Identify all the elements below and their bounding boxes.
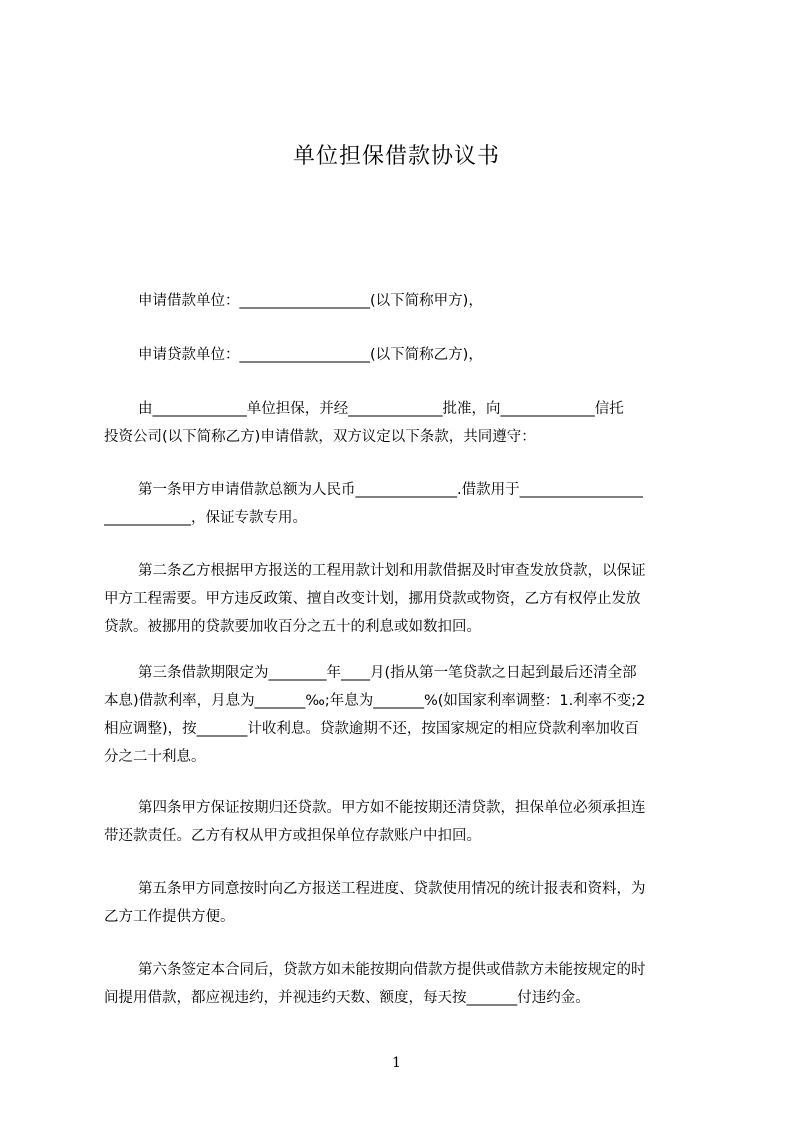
paragraph-line: 分之二十利息。 (104, 749, 206, 765)
paragraph-line: 甲方工程需要。甲方违反政策、擅自改变计划，挪用贷款或物资，乙方有权停止发放 (104, 591, 641, 607)
article-4 (104, 794, 700, 850)
paragraph-text: 第六条签定本合同后，贷款方如未能按期向借款方提供或借款方未能按规定的时 (138, 962, 646, 978)
paragraph-lender (104, 341, 700, 369)
paragraph-text: 由_____________单位担保，并经_____________批准，向_____________信托 (138, 401, 624, 417)
paragraph-line (104, 287, 700, 315)
paragraph-line: 乙方工作提供方便。 (104, 909, 235, 925)
paragraph-line: 本息)借款利率，月息为_______‰;年息为_______%(如国家利率调整：1.利率不变;2 (104, 693, 646, 709)
article-1 (104, 476, 700, 532)
paragraph-line (104, 341, 700, 369)
paragraph-text: 申请贷款单位：__________________(以下简称乙方)， (138, 347, 483, 363)
paragraph-text: 第四条甲方保证按期归还贷款。甲方如不能按期还清贷款，担保单位必须承担连 (138, 800, 646, 816)
paragraph-borrower (104, 287, 700, 315)
page-number: 1 (392, 1055, 401, 1071)
paragraph-text: 第一条甲方申请借款总额为人民币______________.借款用于_________________ (138, 482, 643, 498)
paragraph-line (104, 557, 700, 585)
paragraph-text: 第二条乙方根据甲方报送的工程用款计划和用款借据及时审查发放贷款，以保证 (138, 563, 646, 579)
article-5 (104, 875, 700, 931)
paragraph-line: 带还款责任。乙方有权从甲方或担保单位存款账户中扣回。 (104, 828, 481, 844)
paragraph-line (104, 659, 700, 687)
paragraph-line: 间提用借款，都应视违约，并视违约天数、额度，每天按_______付违约金。 (104, 990, 590, 1006)
paragraph-line (104, 875, 700, 903)
document-title: 单位担保借款协议书 (292, 144, 500, 169)
article-3 (104, 659, 700, 771)
paragraph-text: 申请借款单位：__________________(以下简称甲方)， (138, 293, 483, 309)
paragraph-text: 第三条借款期限定为________年____月(指从第一笔贷款之日起到最后还清全部 (138, 665, 637, 681)
paragraph-text: 第五条甲方同意按时向乙方报送工程进度、贷款使用情况的统计报表和资料，为 (138, 881, 646, 897)
paragraph-line: 相应调整)，按_______计收利息。贷款逾期不还，按国家规定的相应贷款利率加收百 (104, 721, 639, 737)
paragraph-line (104, 794, 700, 822)
paragraph-line: 贷款。被挪用的贷款要加收百分之五十的利息或如数扣回。 (104, 619, 481, 635)
paragraph-preamble (104, 395, 700, 451)
paragraph-line (104, 476, 700, 504)
paragraph-line (104, 956, 700, 984)
paragraph-line: 投资公司(以下简称乙方)申请借款，双方议定以下条款，共同遵守： (104, 429, 536, 445)
article-6 (104, 956, 700, 1012)
paragraph-line: ____________，保证专款专用。 (104, 510, 307, 526)
article-2 (104, 557, 700, 641)
paragraph-line (104, 395, 700, 423)
